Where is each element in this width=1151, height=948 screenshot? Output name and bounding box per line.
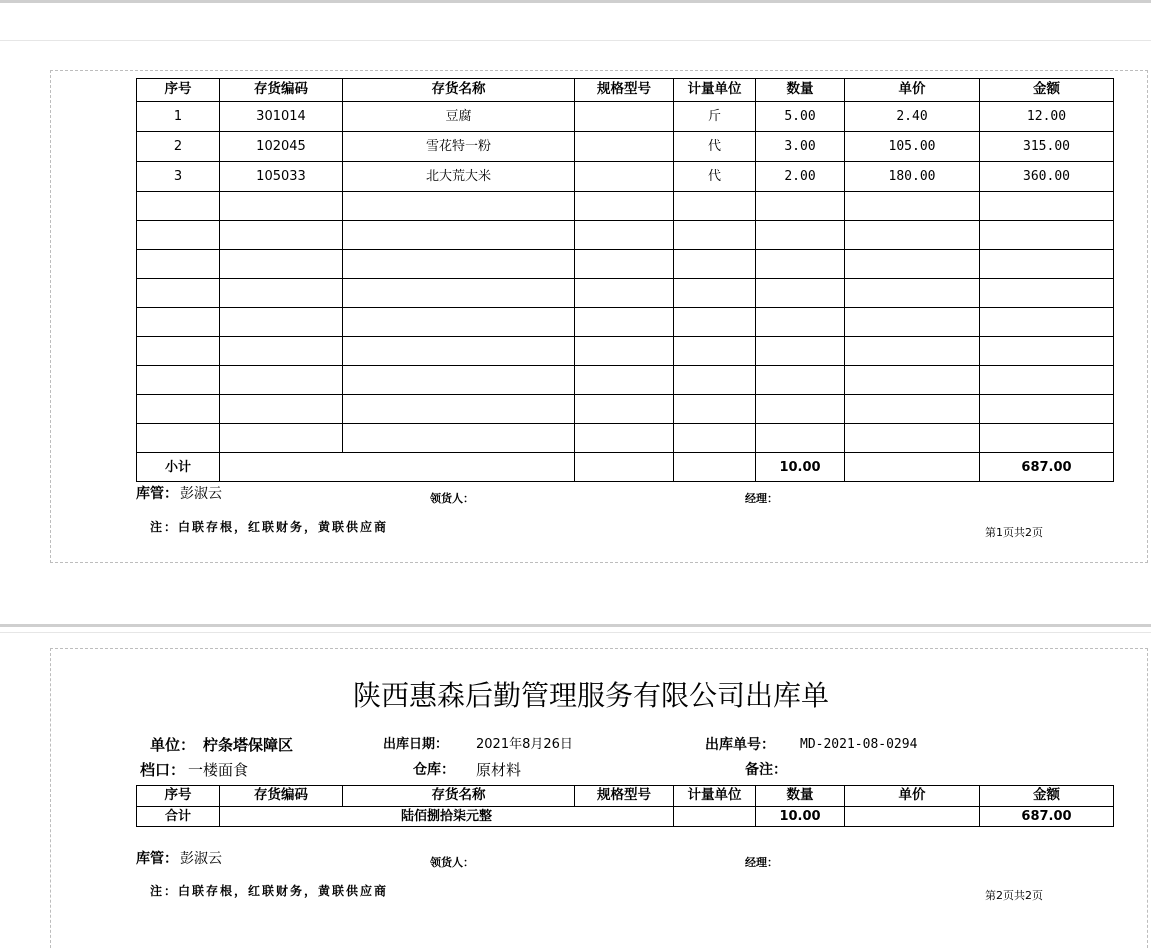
blank-row [137, 192, 1114, 221]
blank-cell [343, 221, 575, 250]
unit-value: 柠条塔保障区 [203, 736, 294, 754]
blank-cell [845, 395, 980, 424]
blank-cell [980, 366, 1114, 395]
blank-cell [343, 337, 575, 366]
col-header-spec: 规格型号 [575, 786, 674, 807]
blank-cell [343, 366, 575, 395]
blank-cell [756, 337, 845, 366]
blank-cell [756, 221, 845, 250]
cell-spec [575, 132, 674, 162]
blank-cell [220, 250, 343, 279]
blank-cell [674, 366, 756, 395]
blank-cell [137, 366, 220, 395]
subtotal-row [137, 453, 1114, 482]
cell-seq: 2 [137, 132, 220, 162]
blank-cell [137, 221, 220, 250]
page-number: 第1页共2页 [985, 526, 1043, 539]
order-no-label: 出库单号： [705, 737, 775, 753]
blank-cell [343, 395, 575, 424]
blank-cell [575, 424, 674, 453]
blank-cell [980, 250, 1114, 279]
blank-cell [220, 308, 343, 337]
blank-cell [137, 337, 220, 366]
cell-unit: 代 [674, 132, 756, 162]
blank-cell [674, 453, 756, 482]
blank-cell [980, 337, 1114, 366]
receiver-label: 领货人： [430, 492, 474, 505]
blank-row [137, 250, 1114, 279]
blank-cell [674, 395, 756, 424]
blank-cell [575, 453, 674, 482]
blank-cell [220, 395, 343, 424]
blank-row [137, 279, 1114, 308]
blank-cell [756, 308, 845, 337]
blank-cell [575, 337, 674, 366]
copy-note: 注：白联存根，红联财务，黄联供应商 [150, 520, 389, 534]
blank-cell [220, 337, 343, 366]
blank-cell [575, 366, 674, 395]
col-header-unit: 计量单位 [674, 786, 756, 807]
date-label: 出库日期： [383, 737, 449, 752]
items-table-page1 [136, 78, 1114, 482]
blank-cell [575, 395, 674, 424]
order-no-value: MD-2021-08-0294 [800, 737, 918, 752]
cell-qty: 3.00 [756, 132, 845, 162]
blank-cell [980, 279, 1114, 308]
blank-cell [756, 395, 845, 424]
col-header-price: 单价 [845, 79, 980, 102]
cell-price: 180.00 [845, 162, 980, 192]
table-row [137, 132, 1114, 162]
subtotal-amount: 687.00 [980, 453, 1114, 482]
document-title: 陕西惠森后勤管理服务有限公司出库单 [352, 679, 829, 712]
blank-cell [756, 192, 845, 221]
blank-cell [575, 308, 674, 337]
cell-code: 102045 [220, 132, 343, 162]
blank-cell [756, 250, 845, 279]
cell-seq: 3 [137, 162, 220, 192]
blank-cell [137, 192, 220, 221]
col-header-code: 存货编码 [220, 786, 343, 807]
blank-cell [137, 424, 220, 453]
remark-label: 备注： [745, 762, 787, 778]
blank-cell [845, 250, 980, 279]
blank-cell [845, 424, 980, 453]
blank-row [137, 337, 1114, 366]
col-header-price: 单价 [845, 786, 980, 807]
total-row [137, 807, 1114, 827]
blank-cell [756, 279, 845, 308]
blank-cell [220, 192, 343, 221]
copy-note: 注：白联存根，红联财务，黄联供应商 [150, 884, 389, 898]
blank-row [137, 424, 1114, 453]
blank-cell [575, 221, 674, 250]
col-header-seq: 序号 [137, 786, 220, 807]
blank-cell [674, 250, 756, 279]
blank-cell [137, 308, 220, 337]
cell-amount: 12.00 [980, 102, 1114, 132]
blank-cell [756, 424, 845, 453]
col-header-code: 存货编码 [220, 79, 343, 102]
cell-code: 105033 [220, 162, 343, 192]
col-header-name: 存货名称 [343, 786, 575, 807]
col-header-qty: 数量 [756, 786, 845, 807]
blank-cell [674, 308, 756, 337]
manager-label: 经理： [745, 492, 778, 505]
blank-row [137, 366, 1114, 395]
page-number: 第2页共2页 [985, 889, 1043, 902]
blank-cell [980, 192, 1114, 221]
col-header-unit: 计量单位 [674, 79, 756, 102]
blank-cell [220, 453, 575, 482]
total-label: 合计 [137, 807, 220, 827]
blank-cell [343, 279, 575, 308]
keeper-label: 库管： [136, 486, 178, 502]
cell-qty: 2.00 [756, 162, 845, 192]
blank-cell [220, 221, 343, 250]
blank-cell [845, 308, 980, 337]
total-amount-in-words: 陆佰捌拾柒元整 [220, 807, 674, 827]
cell-unit: 代 [674, 162, 756, 192]
cell-name: 北大荒大米 [343, 162, 575, 192]
blank-cell [674, 279, 756, 308]
blank-cell [343, 424, 575, 453]
cell-spec [575, 102, 674, 132]
blank-cell [674, 424, 756, 453]
blank-cell [575, 192, 674, 221]
blank-cell [575, 279, 674, 308]
subtotal-qty: 10.00 [756, 453, 845, 482]
col-header-amount: 金额 [980, 79, 1114, 102]
table-row [137, 102, 1114, 132]
blank-cell [575, 250, 674, 279]
blank-cell [980, 308, 1114, 337]
blank-row [137, 308, 1114, 337]
items-table-page2 [136, 785, 1114, 827]
blank-cell [845, 221, 980, 250]
stall-value: 一楼面食 [188, 761, 249, 779]
keeper-name: 彭淑云 [180, 851, 222, 867]
table-row [137, 162, 1114, 192]
blank-row [137, 221, 1114, 250]
blank-cell [756, 366, 845, 395]
cell-name: 豆腐 [343, 102, 575, 132]
date-value: 2021年8月26日 [476, 737, 573, 752]
blank-cell [343, 308, 575, 337]
blank-cell [220, 424, 343, 453]
blank-cell [845, 366, 980, 395]
blank-cell [137, 250, 220, 279]
blank-cell [674, 807, 756, 827]
stall-label: 档口： [140, 761, 186, 779]
cell-code: 301014 [220, 102, 343, 132]
cell-qty: 5.00 [756, 102, 845, 132]
blank-cell [980, 424, 1114, 453]
cell-spec [575, 162, 674, 192]
blank-cell [674, 221, 756, 250]
col-header-amount: 金额 [980, 786, 1114, 807]
blank-cell [980, 221, 1114, 250]
blank-cell [343, 250, 575, 279]
keeper-name: 彭淑云 [180, 486, 222, 502]
blank-row [137, 395, 1114, 424]
preview-top-edge [0, 0, 1151, 3]
col-header-spec: 规格型号 [575, 79, 674, 102]
blank-cell [845, 807, 980, 827]
cell-price: 105.00 [845, 132, 980, 162]
cell-seq: 1 [137, 102, 220, 132]
page2-top-edge [0, 632, 1151, 633]
page-separator [0, 624, 1151, 627]
keeper-label: 库管： [136, 851, 178, 867]
blank-cell [845, 337, 980, 366]
col-header-seq: 序号 [137, 79, 220, 102]
blank-cell [137, 395, 220, 424]
subtotal-label: 小计 [137, 453, 220, 482]
blank-cell [220, 366, 343, 395]
table-header-row [137, 79, 1114, 102]
total-amount: 687.00 [980, 807, 1114, 827]
receiver-label: 领货人： [430, 856, 474, 869]
blank-cell [343, 192, 575, 221]
blank-cell [845, 453, 980, 482]
cell-amount: 315.00 [980, 132, 1114, 162]
blank-cell [674, 192, 756, 221]
cell-name: 雪花特一粉 [343, 132, 575, 162]
blank-cell [980, 395, 1114, 424]
warehouse-value: 原材料 [476, 761, 522, 779]
unit-label: 单位： [150, 736, 196, 754]
col-header-name: 存货名称 [343, 79, 575, 102]
col-header-qty: 数量 [756, 79, 845, 102]
cell-unit: 斤 [674, 102, 756, 132]
cell-amount: 360.00 [980, 162, 1114, 192]
warehouse-label: 仓库： [413, 762, 455, 778]
total-qty: 10.00 [756, 807, 845, 827]
blank-cell [845, 192, 980, 221]
table-header-row [137, 786, 1114, 807]
page1-top-edge [0, 40, 1151, 41]
blank-cell [845, 279, 980, 308]
cell-price: 2.40 [845, 102, 980, 132]
blank-cell [137, 279, 220, 308]
blank-cell [220, 279, 343, 308]
manager-label: 经理： [745, 856, 778, 869]
blank-cell [674, 337, 756, 366]
